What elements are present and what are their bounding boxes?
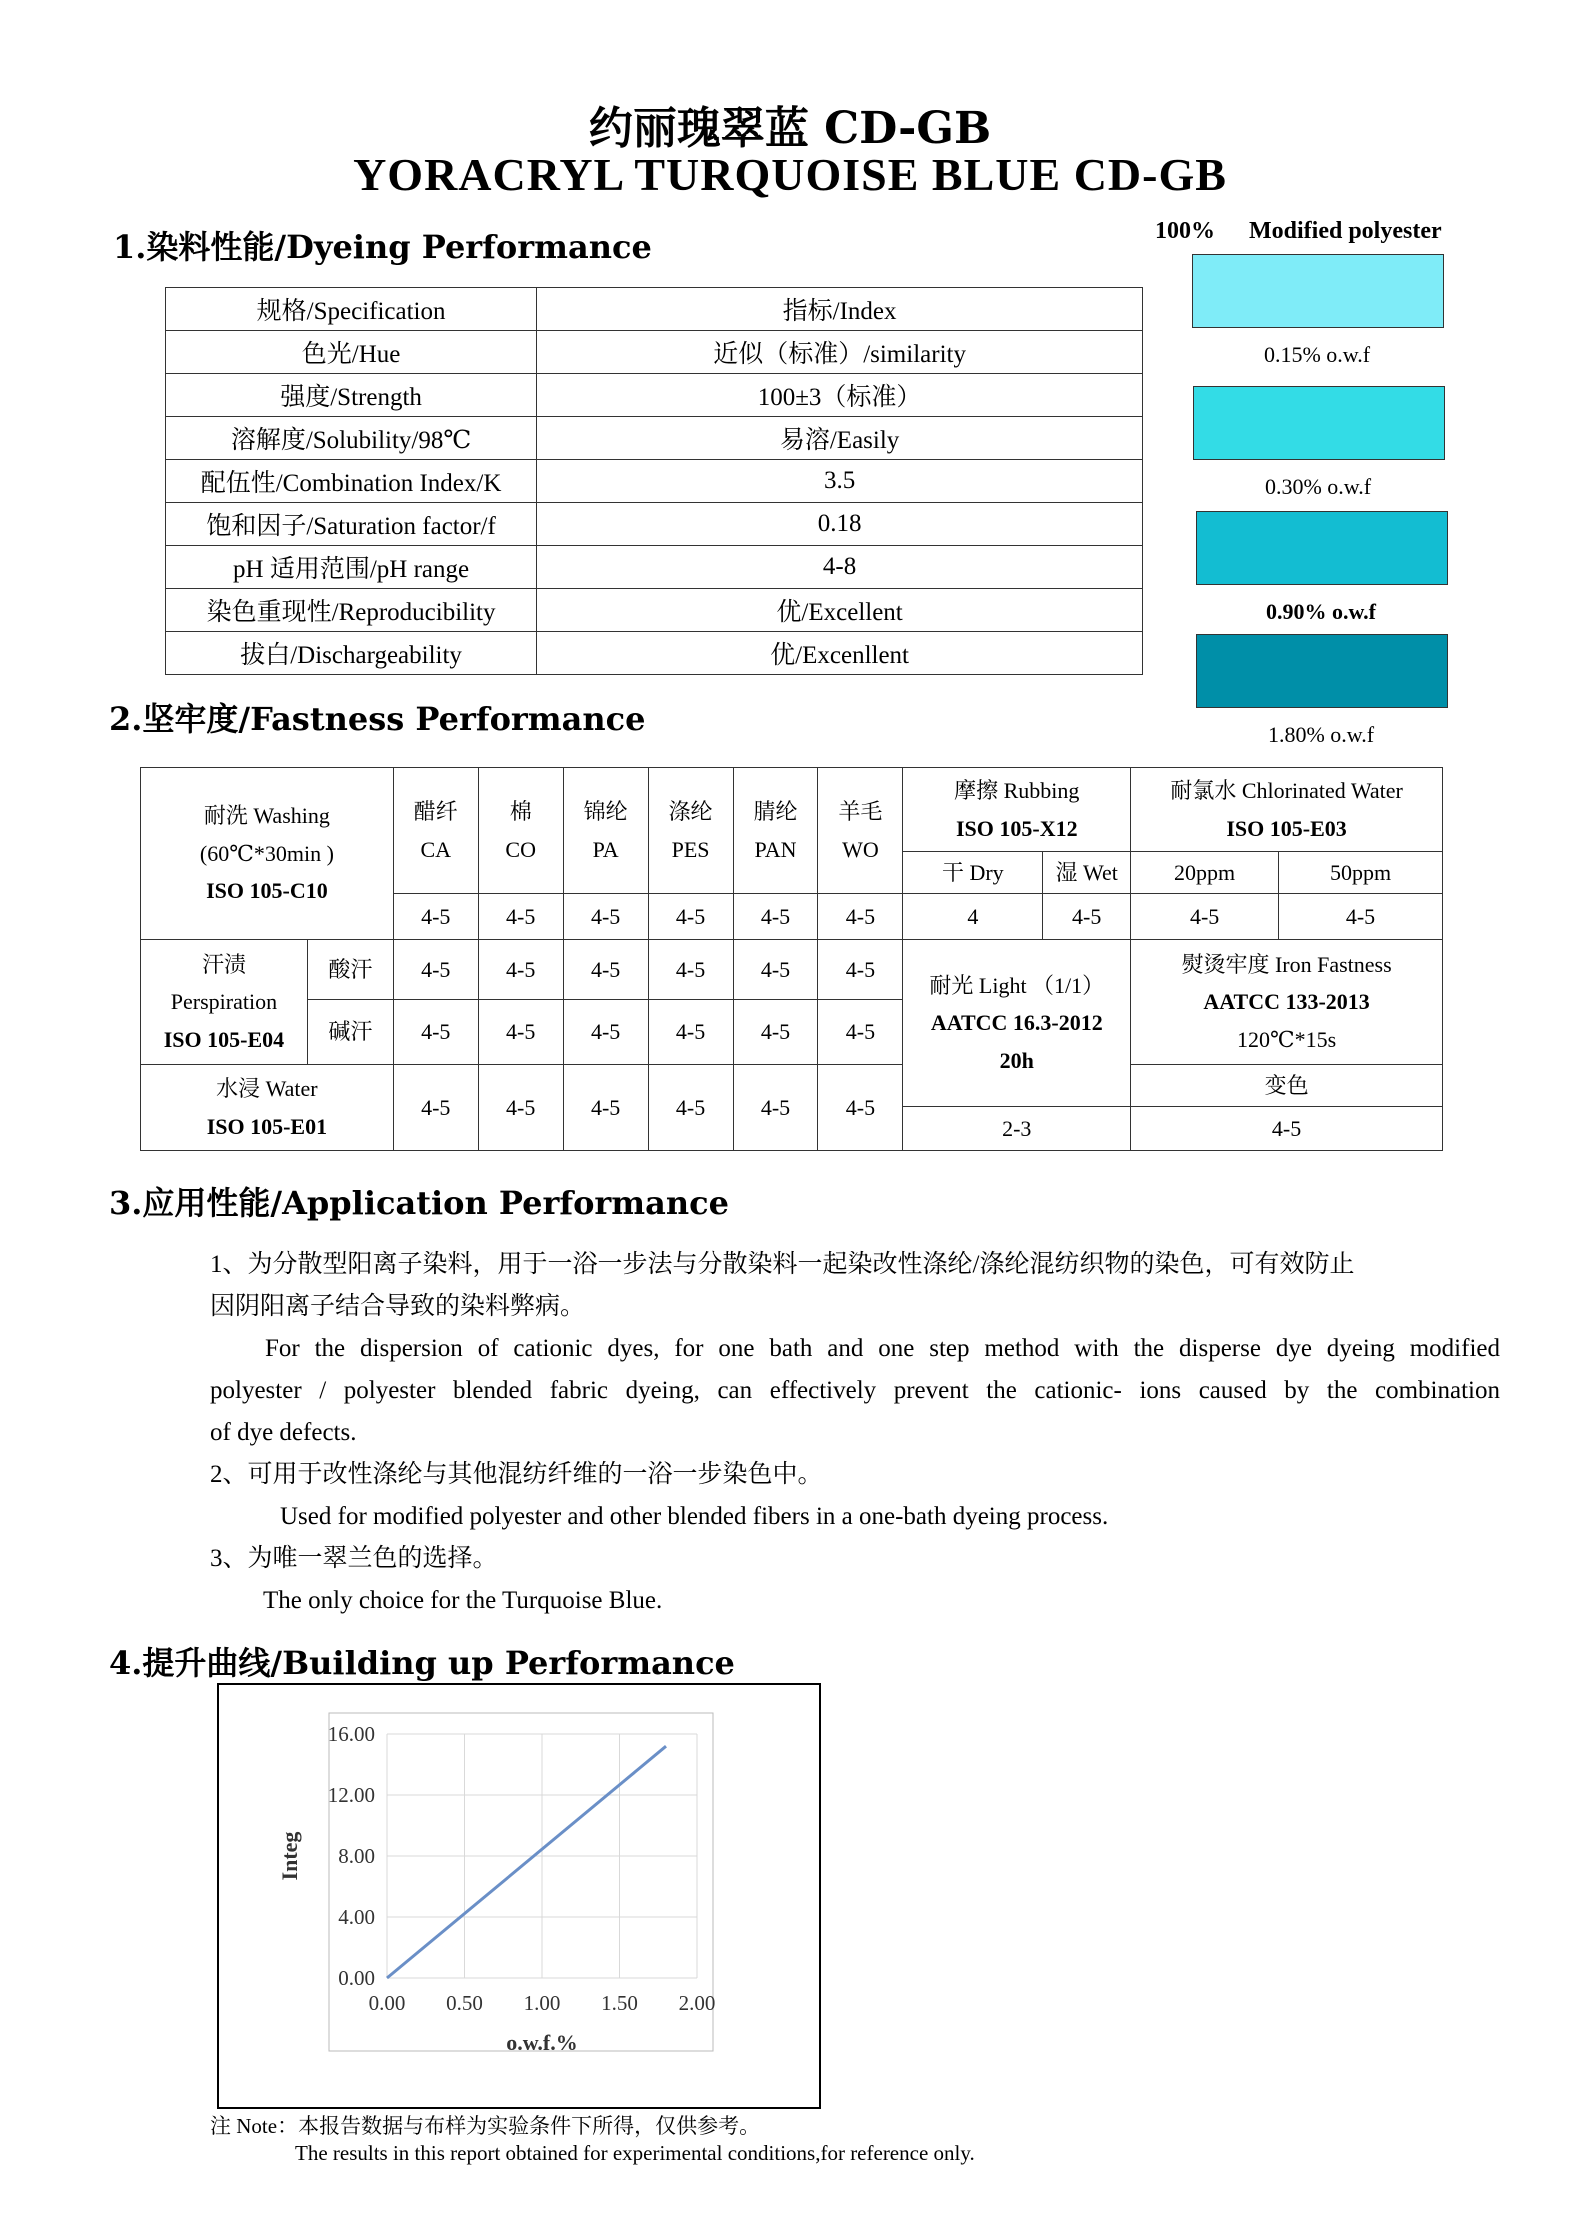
water-pan: 4-5	[733, 1065, 818, 1151]
swatch-color-1	[1192, 254, 1444, 328]
rubbing-label: 摩擦 Rubbing	[954, 778, 1080, 804]
property-name: 拔白/Dischargeability	[166, 632, 537, 675]
rubbing-standard: ISO 105-X12	[955, 815, 1078, 841]
swatch-label-3: 0.90% o.w.f	[1266, 599, 1376, 624]
p1-en-a: For the dispersion of cationic dyes, for one bath and one step method with the disperse dye dyeing modified	[265, 1335, 1500, 1362]
swatch-color-3	[1196, 511, 1448, 585]
swatch-label-4: 1.80% o.w.f	[1267, 722, 1375, 747]
x-tick-label: 1.00	[523, 1991, 561, 2015]
y-axis-title: Integ	[277, 1831, 302, 1881]
chlorine-standard: ISO 105-E03	[1226, 815, 1347, 841]
x-tick-label: 2.00	[678, 1991, 716, 2015]
table-row	[166, 288, 1143, 331]
x-tick-label: 1.50	[601, 1991, 638, 2015]
note-cn: 注 Note：本报告数据与布样为实验条件下所得，仅供参考。	[210, 2114, 761, 2138]
p3-en: The only choice for the Turquoise Blue.	[263, 1587, 663, 1614]
building-up-chart-frame	[217, 1683, 821, 2109]
fiber-co: 棉 CO	[478, 768, 563, 894]
property-name: 强度/Strength	[166, 374, 537, 417]
perspiration-standard: ISO 105-E04	[163, 1026, 285, 1052]
x-axis-title: o.w.f.%	[506, 2030, 578, 2055]
title-english: YORACRYL TURQUOISE BLUE CD-GB	[353, 149, 1227, 200]
chlorine-50ppm-value: 4-5	[1279, 894, 1443, 940]
chlorine-50ppm-label: 50ppm	[1279, 852, 1443, 894]
property-value: 易溶/Easily	[537, 417, 1143, 460]
p1-en-b: polyester / polyester blended fabric dyeing, can effectively prevent the cationic- ions caused by the combination	[210, 1377, 1500, 1404]
water-pes: 4-5	[648, 1065, 733, 1151]
fiber-pes: 涤纶 PES	[648, 768, 733, 894]
building-up-chart	[219, 1685, 819, 2107]
table-row	[166, 374, 1143, 417]
section1-title: 1.染料性能/Dyeing Performance	[113, 228, 652, 266]
property-value: 指标/Index	[537, 288, 1143, 331]
acid-label: 酸汗	[307, 940, 393, 1000]
water-ca: 4-5	[393, 1065, 478, 1151]
wash-ca: 4-5	[393, 894, 478, 940]
alkali-label: 碱汗	[307, 1000, 393, 1065]
wash-pan: 4-5	[733, 894, 818, 940]
swatch-color-2	[1193, 386, 1445, 460]
alkali-wo: 4-5	[818, 1000, 903, 1065]
light-standard: AATCC 16.3-2012	[930, 1010, 1103, 1036]
dyeing-performance-table	[165, 287, 1143, 675]
washing-header	[141, 768, 394, 940]
swatch-color-4	[1196, 634, 1448, 708]
fiber-pan: 腈纶 PAN	[733, 768, 818, 894]
washing-standard: ISO 105-C10	[206, 878, 328, 904]
alkali-pan: 4-5	[733, 1000, 818, 1065]
fiber-ca: 醋纤 CA	[393, 768, 478, 894]
property-value: 100±3（标准）	[537, 374, 1143, 417]
table-row	[166, 503, 1143, 546]
y-tick-label: 0.00	[338, 1966, 375, 1990]
chlorine-label: 耐氯水 Chlorinated Water	[1170, 778, 1403, 804]
wash-pes: 4-5	[648, 894, 733, 940]
acid-ca: 4-5	[393, 940, 478, 1000]
light-duration: 20h	[999, 1047, 1034, 1073]
y-tick-label: 4.00	[338, 1905, 375, 1929]
light-header	[903, 940, 1131, 1107]
water-wo: 4-5	[818, 1065, 903, 1151]
swatch-header	[1155, 218, 1442, 245]
swatch-label-2: 0.30% o.w.f	[1264, 474, 1372, 499]
water-co: 4-5	[478, 1065, 563, 1151]
washing-condition: (60℃*30min )	[199, 840, 334, 866]
table-row	[166, 331, 1143, 374]
note-en: The results in this report obtained for experimental conditions,for reference only.	[295, 2141, 975, 2165]
x-tick-label: 0.00	[368, 1991, 406, 2015]
property-name: 规格/Specification	[166, 288, 537, 331]
acid-co: 4-5	[478, 940, 563, 1000]
property-value: 优/Excellent	[537, 589, 1143, 632]
iron-label: 熨烫牢度 Iron Fastness	[1181, 951, 1392, 977]
acid-pa: 4-5	[563, 940, 648, 1000]
iron-value: 4-5	[1131, 1107, 1443, 1151]
chlorine-20ppm-value: 4-5	[1131, 894, 1279, 940]
rubbing-wet-value: 4-5	[1043, 894, 1131, 940]
y-tick-label: 8.00	[338, 1844, 375, 1868]
perspiration-label-cn: 汗渍	[201, 951, 246, 977]
y-tick-label: 12.00	[327, 1783, 375, 1807]
fiber-pa: 锦纶 PA	[563, 768, 648, 894]
property-name: pH 适用范围/pH range	[166, 546, 537, 589]
table-row	[166, 417, 1143, 460]
wash-co: 4-5	[478, 894, 563, 940]
swatch-header-fabric: Modified polyester	[1249, 218, 1442, 244]
p2-cn: 2、可用于改性涤纶与其他混纺纤维的一浴一步染色中。	[210, 1461, 823, 1488]
property-value: 4-8	[537, 546, 1143, 589]
section4-title: 4.提升曲线/Building up Performance	[109, 1644, 735, 1682]
alkali-pa: 4-5	[563, 1000, 648, 1065]
alkali-pes: 4-5	[648, 1000, 733, 1065]
chlorine-20ppm-label: 20ppm	[1131, 852, 1279, 894]
acid-pan: 4-5	[733, 940, 818, 1000]
section2-title: 2.坚牢度/Fastness Performance	[109, 700, 646, 738]
rubbing-header	[903, 768, 1131, 852]
table-row	[166, 589, 1143, 632]
rubbing-dry-value: 4	[903, 894, 1043, 940]
x-tick-label: 0.50	[446, 1991, 483, 2015]
p3-cn: 3、为唯一翠兰色的选择。	[210, 1545, 498, 1572]
property-value: 3.5	[537, 460, 1143, 503]
water-header	[141, 1065, 394, 1151]
rubbing-wet-label: 湿 Wet	[1043, 852, 1131, 894]
y-tick-label: 16.00	[327, 1722, 375, 1746]
water-standard: ISO 105-E01	[206, 1113, 328, 1139]
table-row	[166, 460, 1143, 503]
washing-label: 耐洗 Washing	[203, 803, 330, 829]
title-chinese: 约丽瑰翠蓝 CD-GB	[588, 103, 992, 154]
swatch-header-pct: 100%	[1155, 218, 1215, 244]
light-value: 2-3	[903, 1107, 1131, 1151]
iron-standard: AATCC 133-2013	[1203, 989, 1370, 1015]
light-label: 耐光 Light （1/1）	[929, 972, 1105, 998]
property-name: 色光/Hue	[166, 331, 537, 374]
property-value: 优/Excenllent	[537, 632, 1143, 675]
p1-cn-b: 因阴阳离子结合导致的染料弊病。	[210, 1293, 586, 1320]
acid-pes: 4-5	[648, 940, 733, 1000]
property-name: 饱和因子/Saturation factor/f	[166, 503, 537, 546]
alkali-co: 4-5	[478, 1000, 563, 1065]
water-pa: 4-5	[563, 1065, 648, 1151]
p1-cn-a: 1、为分散型阳离子染料，用于一浴一步法与分散染料一起染改性涤纶/涤纶混纺织物的染色，可有效防止	[210, 1251, 1355, 1278]
property-name: 染色重现性/Reproducibility	[166, 589, 537, 632]
property-value: 0.18	[537, 503, 1143, 546]
section3-title: 3.应用性能/Application Performance	[109, 1184, 729, 1222]
swatch-label-1: 0.15% o.w.f	[1263, 342, 1371, 367]
perspiration-label-en: Perspiration	[170, 989, 278, 1015]
perspiration-header	[141, 940, 308, 1065]
table-row	[166, 632, 1143, 675]
alkali-ca: 4-5	[393, 1000, 478, 1065]
iron-change-label: 变色	[1131, 1065, 1443, 1107]
table-row	[166, 546, 1143, 589]
fastness-table	[140, 767, 1443, 1151]
property-name: 溶解度/Solubility/98℃	[166, 417, 537, 460]
p1-en-c: of dye defects.	[210, 1419, 357, 1446]
wash-wo: 4-5	[818, 894, 903, 940]
water-label: 水浸 Water	[216, 1076, 318, 1102]
property-name: 配伍性/Combination Index/K	[166, 460, 537, 503]
chlorine-header	[1131, 768, 1443, 852]
iron-condition: 120℃*15s	[1237, 1026, 1337, 1052]
series-line	[387, 1746, 666, 1978]
wash-pa: 4-5	[563, 894, 648, 940]
application-text	[210, 1244, 1500, 1622]
property-value: 近似（标准）/similarity	[537, 331, 1143, 374]
iron-header	[1131, 940, 1443, 1065]
p2-en: Used for modified polyester and other blended fibers in a one-bath dyeing process.	[280, 1503, 1109, 1530]
rubbing-dry-label: 干 Dry	[903, 852, 1043, 894]
acid-wo: 4-5	[818, 940, 903, 1000]
fiber-wo: 羊毛 WO	[818, 768, 903, 894]
